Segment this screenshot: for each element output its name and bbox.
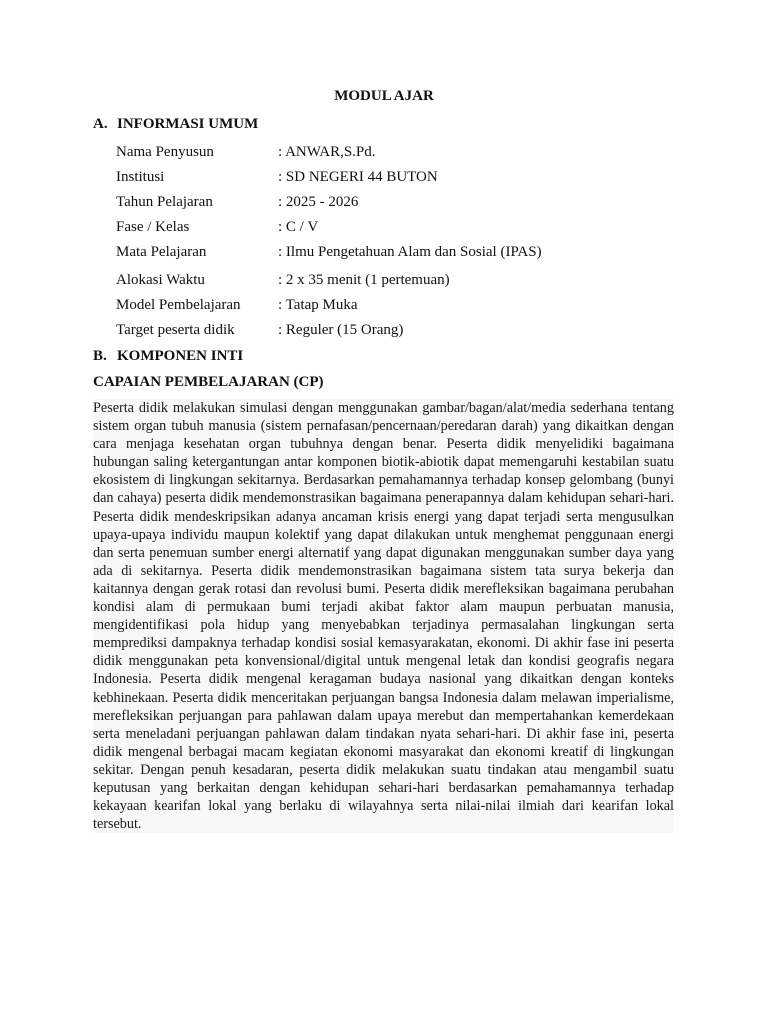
info-value: : 2025 - 2026 bbox=[278, 194, 359, 210]
info-row-institusi bbox=[116, 167, 438, 187]
info-row-mata-pelajaran bbox=[116, 242, 542, 262]
info-label: Mata Pelajaran bbox=[116, 244, 207, 260]
info-label: Institusi bbox=[116, 169, 165, 185]
info-label: Nama Penyusun bbox=[116, 144, 214, 160]
section-a-letter: A. bbox=[93, 116, 108, 132]
document-title: MODUL AJAR bbox=[334, 88, 434, 104]
section-b-letter: B. bbox=[93, 348, 107, 364]
section-a-title: INFORMASI UMUM bbox=[117, 116, 259, 132]
info-value: : C / V bbox=[278, 219, 319, 235]
info-row-alokasi-waktu bbox=[116, 270, 450, 290]
section-b-title: KOMPONEN INTI bbox=[117, 348, 244, 364]
info-value: : SD NEGERI 44 BUTON bbox=[278, 169, 438, 185]
info-value: : Ilmu Pengetahuan Alam dan Sosial (IPAS) bbox=[278, 244, 542, 260]
info-row-target-peserta-didik bbox=[116, 320, 403, 340]
capaian-pembelajaran-paragraph: Peserta didik melakukan simulasi dengan menggunakan gambar/bagan/alat/media sederhana tentang sistem organ tubuh manusia (sistem pernafasan/pencernaan/peredaran darah) yang dikaitkan dengan cara menjaga kesehatan organ tubuhnya dengan benar. Peserta didik menyelidiki bagaimana hubungan saling ketergantungan antar komponen biotik-abiotik dapat memengaruhi kestabilan suatu ekosistem di lingkungan sekitarnya. Berdasarkan pemahamannya terhadap konsep gelombang (bunyi dan cahaya) peserta didik mendemonstrasikan bagaimana penerapannya dalam kehidupan sehari-hari. Peserta didik mendeskripsikan adanya ancaman krisis energi yang dapat terjadi serta mengusulkan upaya-upaya individu maupun kolektif yang dapat dilakukan untuk menghemat penggunaan energi dan serta penemuan sumber energi alternatif yang dapat digunakan menggunakan sumber daya yang ada di sekitarnya. Peserta didik mendemonstrasikan bagaimana sistem tata surya bekerja dan kaitannya dengan gerak rotasi dan revolusi bumi. Peserta didik merefleksikan bagaimana perubahan kondisi alam di permukaan bumi terjadi akibat faktor alam maupun perbuatan manusia, mengidentifikasi pola hidup yang menyebabkan terjadinya permasalahan lingkungan serta memprediksi dampaknya terhadap kondisi sosial kemasyarakatan, ekonomi. Di akhir fase ini peserta didik menggunakan peta konvensional/digital untuk mengenal letak dan kondisi geografis negara Indonesia. Peserta didik mengenal keragaman budaya nasional yang dikaitkan dengan konteks kebhinekaan. Peserta didik menceritakan perjuangan bangsa Indonesia dalam melawan imperialisme, merefleksikan perjuangan para pahlawan dalam upaya merebut dan mempertahankan kemerdekaan serta meneladani perjuangan pahlawan dalam tindakan nyata sehari-hari. Di akhir fase ini, peserta didik mengenal berbagai macam kegiatan ekonomi masyarakat dan ekonomi kreatif di lingkungan sekitar. Dengan penuh kesadaran, peserta didik melakukan suatu tindakan atau mengambil suatu keputusan yang berkaitan dengan kehidupan sehari-hari berdasarkan pemahamannya terhadap kekayaan kearifan lokal yang berlaku di wilayahnya serta nilai-nilai ilmiah dari kearifan lokal tersebut. bbox=[93, 400, 674, 833]
section-b-heading bbox=[93, 346, 243, 366]
info-row-fase-kelas bbox=[116, 217, 318, 237]
info-label: Target peserta didik bbox=[116, 322, 235, 338]
section-a-heading bbox=[93, 114, 258, 134]
info-value: : Tatap Muka bbox=[278, 297, 358, 313]
info-label: Fase / Kelas bbox=[116, 219, 190, 235]
info-row-tahun-pelajaran bbox=[116, 192, 358, 212]
info-label: Model Pembelajaran bbox=[116, 297, 241, 313]
info-label: Tahun Pelajaran bbox=[116, 194, 213, 210]
info-row-nama-penyusun bbox=[116, 142, 376, 162]
capaian-pembelajaran-heading: CAPAIAN PEMBELAJARAN (CP) bbox=[93, 374, 324, 390]
info-row-model-pembelajaran bbox=[116, 295, 358, 315]
info-label: Alokasi Waktu bbox=[116, 272, 205, 288]
info-value: : 2 x 35 menit (1 pertemuan) bbox=[278, 272, 450, 288]
info-value: : Reguler (15 Orang) bbox=[278, 322, 404, 338]
info-value: : ANWAR,S.Pd. bbox=[278, 144, 376, 160]
